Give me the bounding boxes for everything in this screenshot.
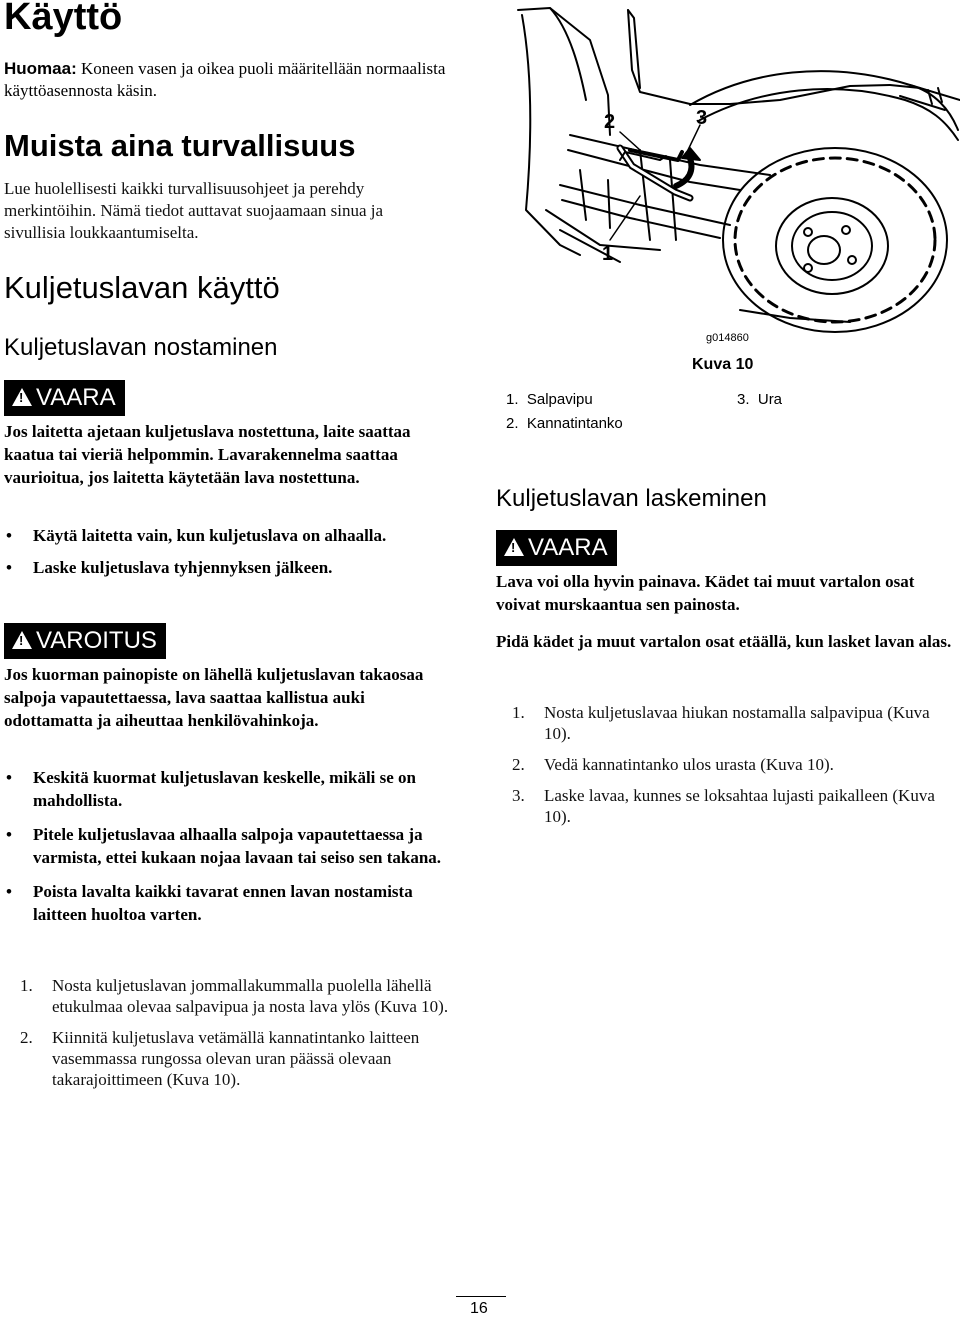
note [4,58,464,102]
list-item: • Laske kuljetuslava tyhjennyksen jälkeen. [4,556,474,579]
danger-text-lowering-2: Pidä kädet ja muut vartalon osat etäällä, kun lasket lavan alas. [496,632,952,651]
raising-heading: Kuljetuslavan nostaminen [4,334,278,361]
list-item [4,1027,464,1090]
legend-number: 1. [506,391,519,408]
legend-item-3 [737,391,782,408]
legend-text: Kannatintanko [526,415,623,432]
step-text: Kiinnitä kuljetuslava vetämällä kannatintanko laitteen vasemmassa rungossa olevan uran päässä olevaan takarajoittimeen (Kuva 10). [52,1028,420,1089]
list-item [496,702,936,744]
list-item: • Poista lavalta kaikki tavarat ennen lavan nostamista laitteen huoltoa varten. [4,880,454,926]
step-number: 1. [512,703,525,722]
danger-text-raising: Jos laitetta ajetaan kuljetuslava nostettuna, laite saattaa kaatua tai vieriä helpommin. Lavarakennelma saattaa vaurioitua, jos laitetta käytetään lava nostettuna. [4,422,411,487]
safety-heading: Muista aina turvallisuus [4,128,356,163]
raising-steps [4,975,464,1090]
list-item [496,754,936,775]
step-text: Laske lavaa, kunnes se loksahtaa lujasti paikalleen (Kuva 10). [544,786,935,826]
list-item: • Pitele kuljetuslavaa alhaalla salpoja vapautettaessa ja varmista, ettei kukaan nojaa lavaan tai seiso sen takana. [4,823,454,869]
figure-illustration [490,0,960,335]
legend-item-1 [506,391,593,408]
page-number-rule [456,1296,506,1297]
step-number: 2. [20,1028,33,1047]
warning-triangle-icon [12,631,32,649]
warning-triangle-icon [504,538,524,556]
danger-label-raising [4,380,125,416]
danger-label-lowering [496,530,617,566]
warning-label [4,623,166,659]
list-item: • Käytä laitetta vain, kun kuljetuslava on alhaalla. [4,524,474,547]
step-number: 3. [512,786,525,805]
warning-bullets [4,766,454,926]
warning-label-text: VAROITUS [36,627,157,654]
list-item [496,785,936,827]
page-title: Käyttö [4,0,123,38]
figure-caption: Kuva 10 [692,356,754,373]
section-heading: Kuljetuslavan käyttö [4,270,280,305]
warning-text: Jos kuorman painopiste on lähellä kuljetuslavan takaosaa salpoja vapautettaessa, lava saattaa kallistua auki odottamatta ja aiheuttaa henkilövahinkoja. [4,665,424,730]
callout-3: 3 [696,107,708,129]
figure-id: g014860 [706,332,749,344]
callout-1: 1 [602,243,614,265]
step-number: 1. [20,976,33,995]
step-number: 2. [512,755,525,774]
step-text: Nosta kuljetuslavaa hiukan nostamalla salpavipua (Kuva 10). [544,703,930,743]
lowering-heading: Kuljetuslavan laskeminen [496,485,767,512]
legend-item-2 [506,415,623,432]
note-label: Huomaa: [4,59,77,78]
legend-text: Salpavipu [526,391,593,408]
legend-number: 2. [506,415,519,432]
note-text: Koneen vasen ja oikea puoli määritellään normaalista käyttöasennosta käsin. [4,59,446,100]
step-text: Nosta kuljetuslavan jommallakummalla puolella lähellä etukulmaa olevaa salpavipua ja nosta lava ylös (Kuva 10). [52,976,449,1016]
step-text: Vedä kannatintanko ulos urasta (Kuva 10). [544,755,834,774]
list-item: • Keskitä kuormat kuljetuslavan keskelle, mikäli se on mahdollista. [4,766,454,812]
danger-text-lowering: Lava voi olla hyvin painava. Kädet tai muut vartalon osat voivat murskaantua sen painosta. [496,572,915,614]
legend-text: Ura [757,391,783,408]
danger-label-text: VAARA [36,384,116,411]
warning-triangle-icon [12,388,32,406]
page-number: 16 [470,1300,488,1317]
danger-label-text: VAARA [528,534,608,561]
callout-2: 2 [604,111,616,133]
list-item [4,975,464,1017]
danger-bullets-raising [4,524,474,579]
legend-number: 3. [737,391,750,408]
safety-text: Lue huolellisesti kaikki turvallisuusohjeet ja perehdy merkintöihin. Nämä tiedot auttavat suojaamaan sinua ja sivullisia loukkaantumiselta. [4,179,384,242]
lowering-steps [496,702,936,827]
